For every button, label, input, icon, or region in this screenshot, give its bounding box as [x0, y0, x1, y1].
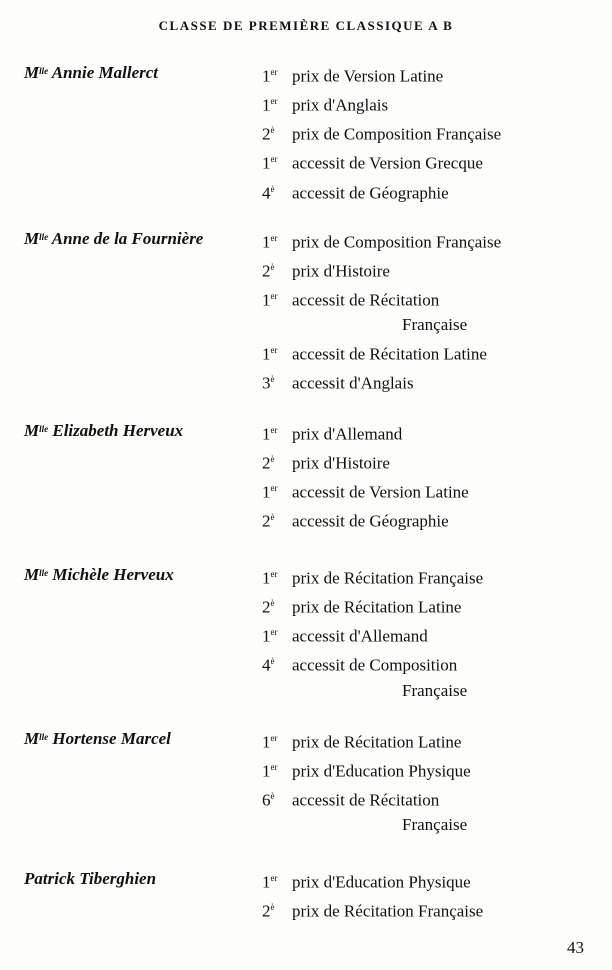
award-line [262, 418, 602, 447]
award-text: accessit de Récitation [292, 290, 440, 310]
award-rank: $4^è$ [262, 656, 275, 676]
award-line [262, 338, 602, 367]
award-text: Française [402, 680, 468, 700]
rank-superscript: è [270, 902, 275, 913]
award-rank: 1er [262, 872, 278, 892]
award-text: prix de Composition Française [292, 124, 502, 144]
honorific: M [24, 421, 40, 440]
award-line [262, 591, 602, 620]
award-text: prix de Récitation Française [292, 901, 484, 921]
award-rank: $2^è$ [262, 261, 275, 281]
award-rank: $2^è$ [262, 512, 275, 532]
student-name [24, 562, 254, 587]
award-line [262, 649, 602, 678]
rank-superscript: er [270, 569, 278, 579]
award-text: prix d'Education Physique [292, 761, 471, 781]
award-text: prix de Récitation Latine [292, 732, 462, 752]
award-continuation [262, 313, 602, 338]
award-rank: $2^è$ [262, 901, 275, 921]
award-text: accessit de Version Latine [292, 482, 469, 502]
award-line [262, 89, 602, 118]
student-name-text: Anne de la Fournière [51, 229, 204, 248]
award-rank: $3^è$ [262, 373, 275, 393]
award-rank: 1er [262, 424, 278, 444]
award-line [262, 476, 602, 505]
honorific: M [24, 63, 40, 82]
award-text: prix de Composition Française [292, 232, 502, 252]
award-line [262, 505, 602, 534]
rank-superscript: er [270, 733, 278, 743]
honorific: M [24, 729, 40, 748]
award-text: prix d'Histoire [292, 453, 390, 473]
rank-superscript: er [270, 233, 278, 243]
award-rank: 1er [262, 568, 278, 588]
award-text: prix d'Histoire [292, 261, 390, 281]
award-list [262, 866, 602, 924]
rank-superscript: er [270, 425, 278, 435]
award-text: prix de Récitation Latine [292, 597, 462, 617]
award-text: accessit de Récitation [292, 790, 440, 810]
award-line [262, 866, 602, 895]
award-line [262, 147, 602, 176]
award-rank: 1er [262, 344, 278, 364]
honorific-superscript: lle [39, 568, 49, 578]
rank-superscript: er [270, 873, 278, 883]
page-number: 43 [567, 938, 584, 957]
award-rank: $4^è$ [262, 183, 275, 203]
honorific: M [24, 565, 40, 584]
student-name-text: Michèle Herveux [52, 565, 174, 584]
student-name [24, 726, 254, 751]
honorific-superscript: lle [39, 232, 49, 242]
rank-superscript: è [270, 656, 275, 667]
rank-superscript: è [270, 183, 275, 194]
award-line [262, 118, 602, 147]
award-list [262, 418, 602, 535]
student-name [24, 60, 254, 85]
rank-superscript: è [270, 454, 275, 465]
award-line [262, 284, 602, 313]
award-line [262, 726, 602, 755]
award-rank: 1er [262, 95, 278, 115]
honorific-superscript: lle [39, 66, 49, 76]
student-name-text: Elizabeth Herveux [52, 421, 184, 440]
award-text: Française [402, 315, 468, 335]
award-rank: $6^è$ [262, 790, 275, 810]
award-rank: 1er [262, 154, 278, 174]
rank-superscript: è [270, 512, 275, 523]
rank-superscript: er [270, 96, 278, 107]
award-rank: 1er [262, 232, 278, 252]
rank-superscript: er [270, 762, 278, 773]
award-text: accessit de Composition [292, 656, 458, 676]
award-line [262, 226, 602, 255]
award-text: prix d'Anglais [292, 95, 389, 115]
award-list [262, 726, 602, 838]
award-line [262, 562, 602, 591]
student-name [24, 418, 254, 443]
award-line [262, 620, 602, 649]
award-continuation [262, 679, 602, 704]
award-list [262, 226, 602, 396]
honorific-superscript: lle [39, 424, 49, 434]
award-rank: 1er [262, 626, 278, 646]
award-line [262, 447, 602, 476]
award-text: accessit d'Anglais [292, 373, 414, 393]
award-line [262, 177, 602, 206]
award-rank: $2^è$ [262, 597, 275, 617]
award-rank: $2^è$ [262, 453, 275, 473]
rank-superscript: è [270, 374, 275, 385]
rank-superscript: è [270, 598, 275, 609]
award-line [262, 895, 602, 924]
honorific-superscript: lle [39, 732, 49, 742]
rank-superscript: è [270, 791, 275, 802]
award-rank: 1er [262, 66, 278, 86]
rank-superscript: er [270, 344, 278, 355]
award-line [262, 60, 602, 89]
rank-superscript: er [270, 154, 278, 165]
rank-superscript: er [270, 483, 278, 494]
student-name [24, 866, 254, 891]
award-line [262, 255, 602, 284]
award-text: accessit de Version Grecque [292, 154, 483, 174]
award-line [262, 367, 602, 396]
award-text: accessit de Récitation Latine [292, 344, 487, 364]
award-text: accessit de Géographie [292, 183, 449, 203]
award-line [262, 755, 602, 784]
award-rank: 1er [262, 482, 278, 502]
award-text: accessit de Géographie [292, 512, 449, 532]
award-rank: 1er [262, 732, 278, 752]
award-list [262, 60, 602, 206]
award-rank: 1er [262, 761, 278, 781]
award-text: prix de Récitation Française [292, 568, 484, 588]
rank-superscript: er [270, 291, 278, 302]
student-name-text: Hortense Marcel [52, 729, 171, 748]
award-text: accessit d'Allemand [292, 626, 428, 646]
student-name-text: Annie Mallerct [51, 63, 159, 82]
rank-superscript: è [270, 262, 275, 273]
honorific: M [24, 229, 40, 248]
rank-superscript: è [270, 125, 275, 136]
student-name [24, 226, 254, 251]
award-text: Française [402, 815, 468, 835]
rank-superscript: er [270, 67, 278, 77]
award-rank: 1er [262, 290, 278, 310]
award-rank: $2^è$ [262, 124, 275, 144]
page-title: CLASSE DE PREMIÈRE CLASSIQUE A B [158, 18, 454, 33]
rank-superscript: er [270, 627, 278, 638]
award-text: prix d'Allemand [292, 424, 403, 444]
award-line [262, 784, 602, 813]
award-text: prix d'Education Physique [292, 872, 471, 892]
award-text: prix de Version Latine [292, 66, 444, 86]
award-continuation [262, 813, 602, 838]
student-name-text: Patrick Tiberghien [24, 869, 157, 888]
award-list [262, 562, 602, 703]
